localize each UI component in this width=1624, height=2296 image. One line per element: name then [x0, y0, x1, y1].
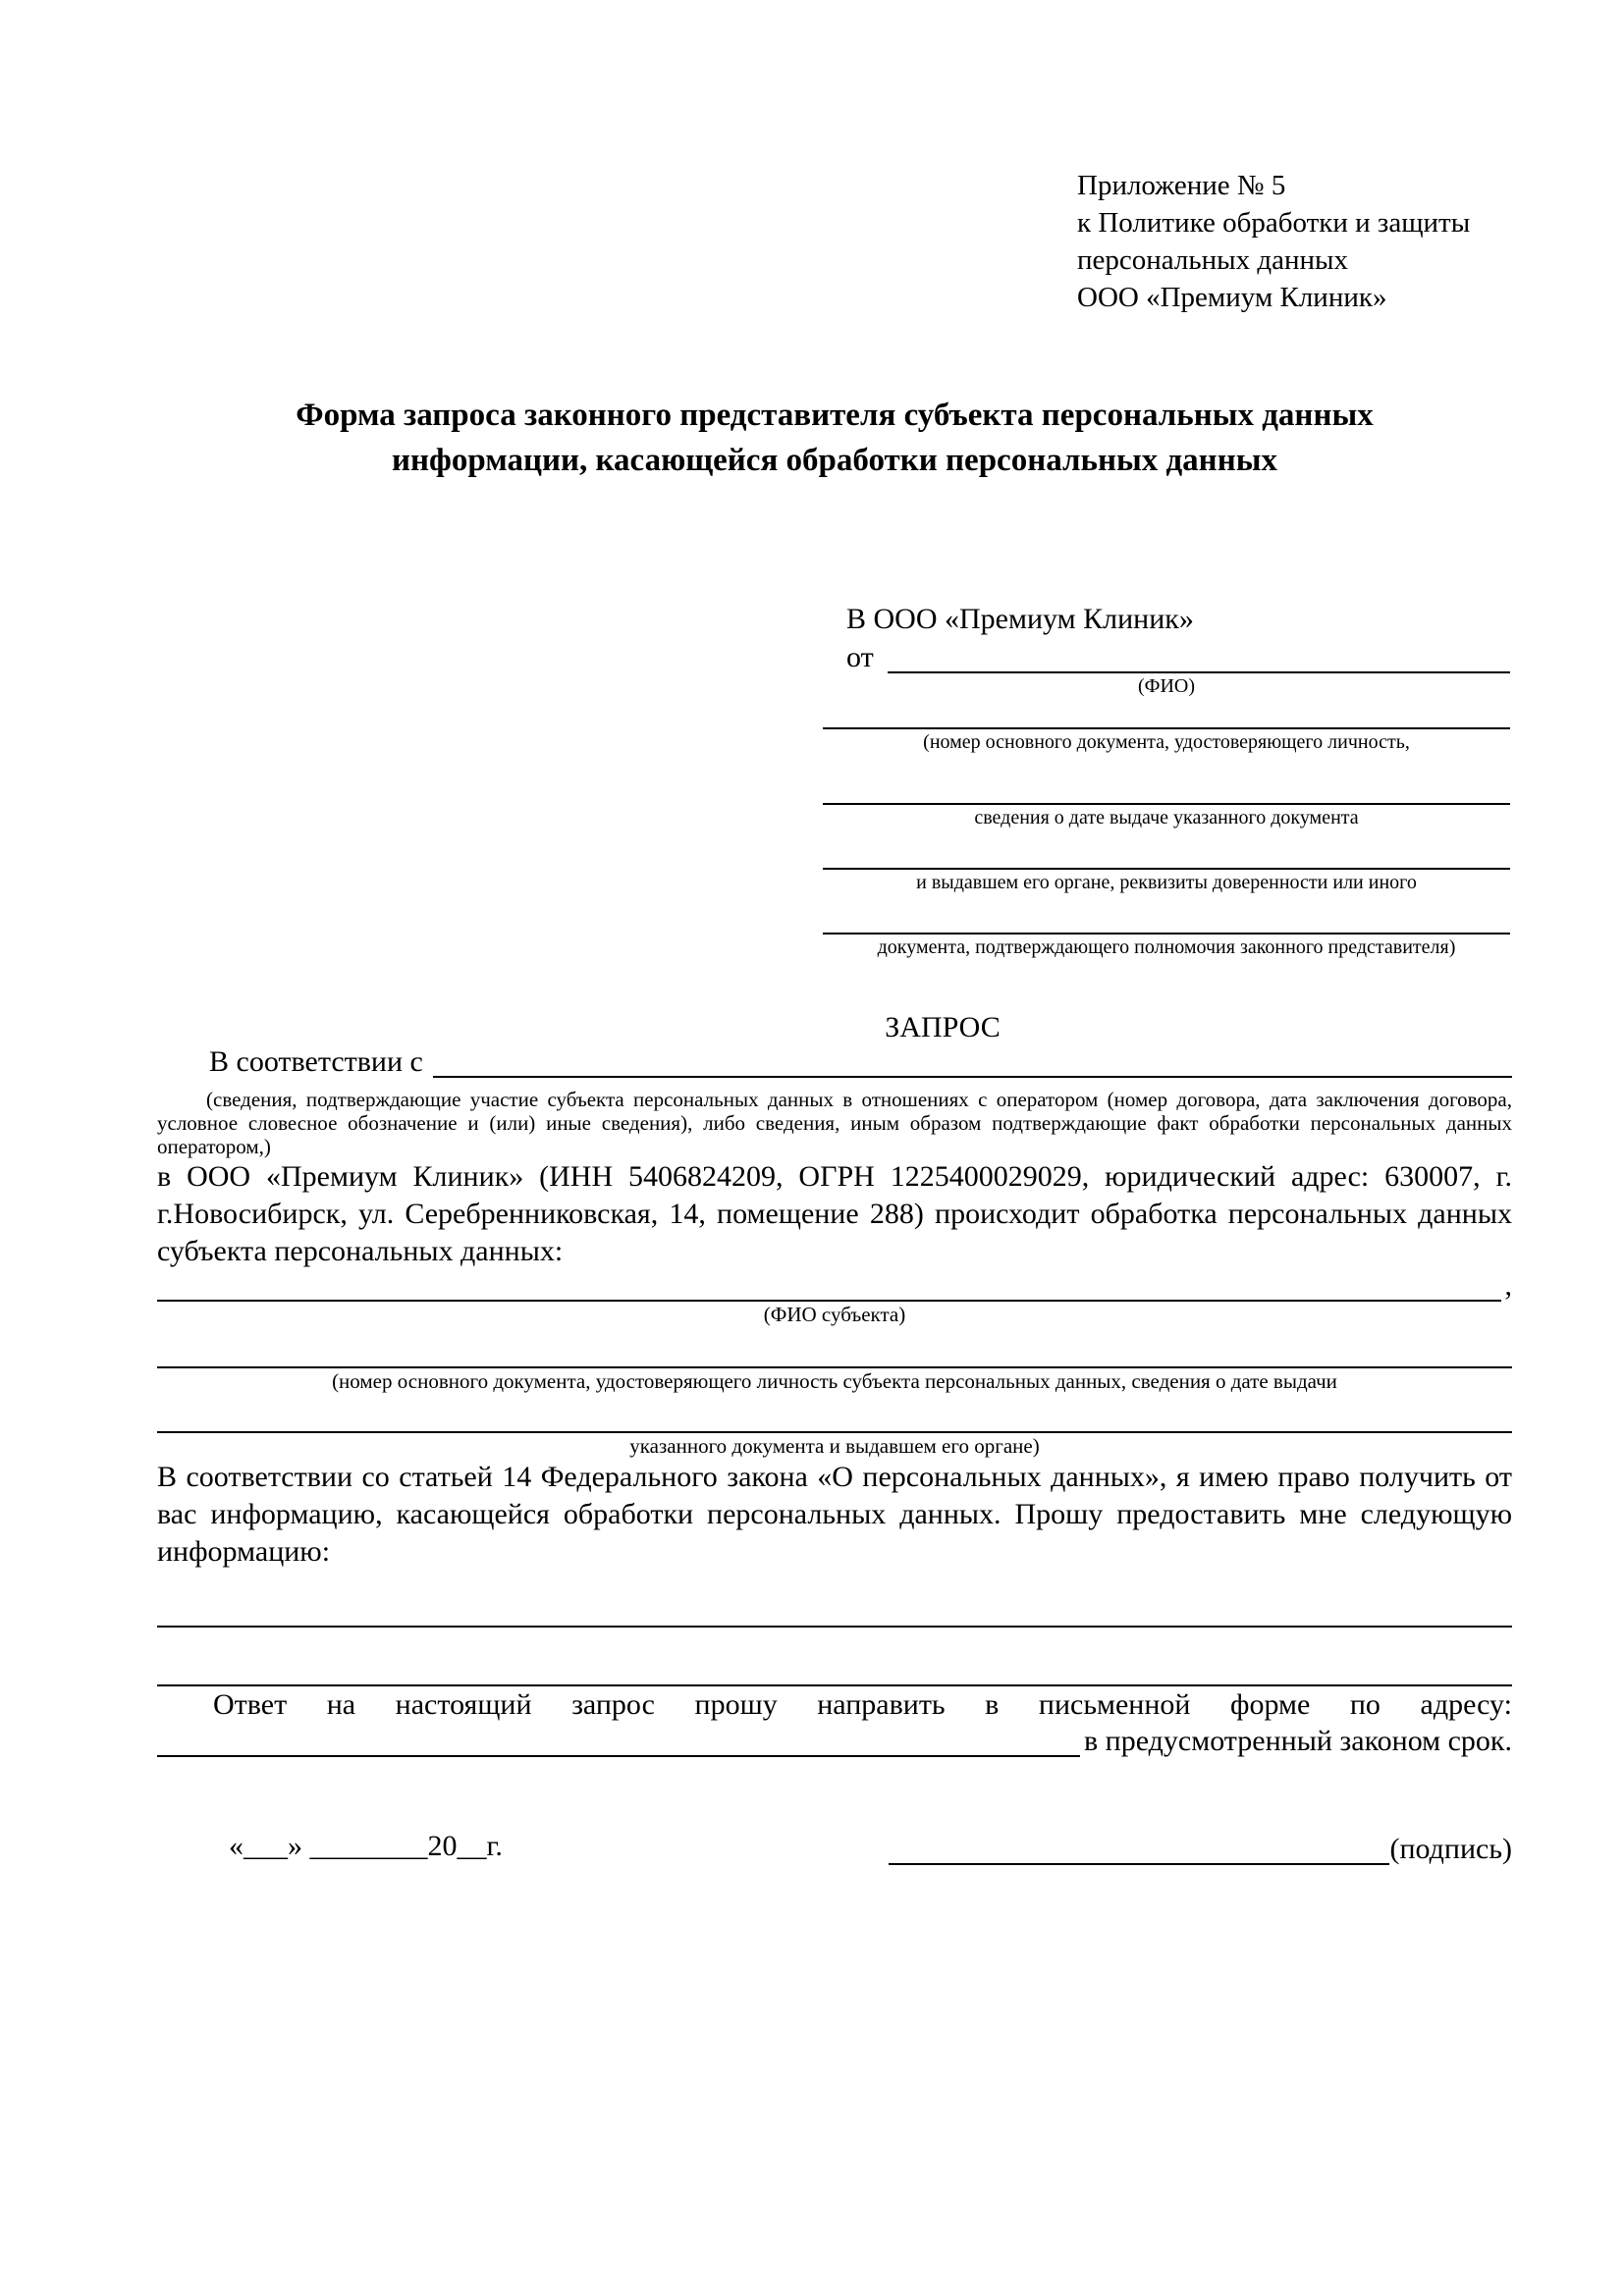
basis-fill-line — [433, 1076, 1512, 1078]
reply-paragraph: Ответ на настоящий запрос прошу направить в письменной форме по адресу: — [213, 1688, 1512, 1721]
document-title — [157, 393, 1512, 483]
doc-number-caption: (номер основного документа, удостоверяющего личность, — [923, 731, 1410, 753]
signature-group — [889, 1832, 1512, 1865]
issuing-authority-fill-line — [823, 830, 1510, 870]
appendix-note-line: ООО «Премиум Клиник» — [1077, 282, 1387, 313]
subject-doc-issue-caption: указанного документа и выдавшем его органе) — [629, 1434, 1040, 1458]
appendix-note — [1077, 167, 1470, 316]
date-blank: «___» ________20__г. — [229, 1830, 503, 1862]
document-title-line: информации, касающейся обработки персональных данных — [392, 443, 1277, 478]
from-row — [846, 638, 1510, 673]
subject-doc-fill-line — [157, 1327, 1512, 1368]
request-heading: ЗАПРОС — [885, 1011, 1001, 1043]
accordance-label: В соответствии с — [209, 1045, 423, 1078]
comma-suffix: , — [1504, 1269, 1512, 1302]
from-label: от — [846, 641, 874, 673]
issue-date-caption: сведения о дате выдаче указанного документа — [974, 807, 1359, 828]
fio-caption: (ФИО) — [1137, 675, 1195, 697]
reply-address-row — [157, 1724, 1512, 1757]
subject-doc-issue-fill-line — [157, 1394, 1512, 1433]
basis-row — [157, 1045, 1512, 1078]
document-title-line: Форма запроса законного представителя субъекта персональных данных — [296, 398, 1374, 433]
appendix-note-line: Приложение № 5 — [1077, 170, 1286, 201]
fio-fill-line — [888, 671, 1510, 673]
issue-date-fill-line — [823, 755, 1510, 805]
operator-paragraph: в ООО «Премиум Клиник» (ИНН 5406824209, ОГРН 1225400029029, юридический адрес: 630007, г. г.Новосибирск, ул. Серебренниковская, 14, помещение 288) происходит обработка персональных данных субъекта персональных данных: — [157, 1160, 1512, 1267]
info-fill-line-1 — [157, 1571, 1512, 1628]
issuing-authority-caption: и выдавшем его органе, реквизиты доверенности или иного — [916, 872, 1417, 893]
addressee-org: В ООО «Премиум Клиник» — [846, 603, 1194, 635]
footer-row — [157, 1828, 1512, 1865]
addressee-block — [823, 601, 1510, 960]
address-fill-line — [157, 1755, 1080, 1757]
basis-caption: (сведения, подтверждающие участие субъекта персональных данных в отношениях с оператором (номер договора, дата заключения договора, условное словесное обозначение и (или) иные сведения), либо сведения, иным образом подтверждающие факт обработки персональных данных оператором,) — [157, 1088, 1512, 1158]
subject-doc-caption: (номер основного документа, удостоверяющего личность субъекта персональных данных, сведения о дате выдачи — [332, 1369, 1337, 1393]
doc-number-fill-line — [823, 699, 1510, 729]
reply-deadline-text: в предусмотренный законом срок. — [1084, 1725, 1512, 1757]
signature-line — [889, 1832, 1389, 1865]
appendix-note-line: к Политике обработки и защиты — [1077, 207, 1471, 239]
info-fill-line-2 — [157, 1628, 1512, 1686]
subject-fio-row — [157, 1270, 1512, 1302]
attorney-doc-fill-line — [823, 895, 1510, 934]
appendix-note-line: персональных данных — [1077, 244, 1349, 276]
law-paragraph: В соответствии со статьей 14 Федерального закона «О персональных данных», я имею право получить от вас информацию, касающейся обработки персональных данных. Прошу предоставить мне следующую информацию: — [157, 1461, 1512, 1568]
request-body — [157, 1045, 1512, 1757]
subject-fio-caption: (ФИО субъекта) — [763, 1303, 906, 1326]
attorney-doc-caption: документа, подтверждающего полномочия законного представителя) — [877, 936, 1456, 958]
signature-caption: (подпись) — [1389, 1833, 1512, 1865]
